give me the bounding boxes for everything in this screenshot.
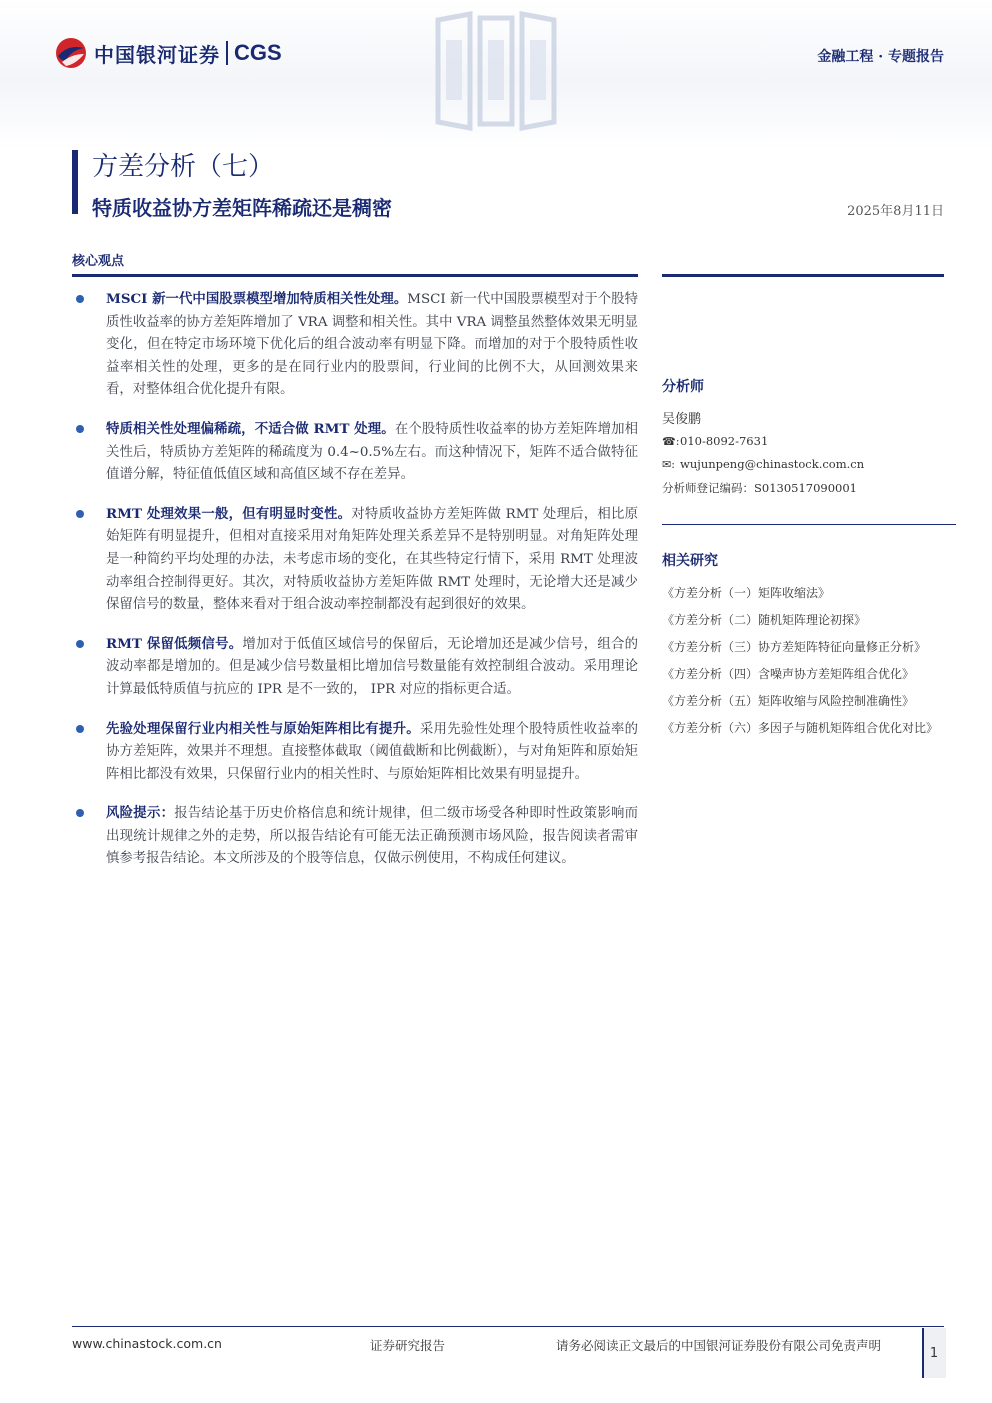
bullet-icon	[76, 809, 84, 817]
analyst-phone-row	[662, 434, 768, 448]
list-item	[72, 802, 638, 871]
point-heading: RMT 保留低频信号。	[106, 635, 243, 652]
bullet-icon	[76, 510, 84, 518]
bullet-icon	[76, 425, 84, 433]
company-logo	[54, 36, 282, 70]
footer-disclaimer: 请务必阅读正文最后的中国银河证券股份有限公司免责声明	[556, 1338, 882, 1353]
related-item[interactable]: 《方差分析（一）矩阵收缩法》	[662, 586, 831, 600]
footer-divider	[72, 1326, 944, 1327]
point-heading: 风险提示：	[106, 805, 175, 822]
footer-report-type: 证券研究报告	[370, 1338, 446, 1353]
email-icon: ✉:	[662, 457, 675, 471]
analyst-cert-row	[662, 480, 857, 496]
core-views-label: 核心观点	[72, 254, 125, 269]
analyst-email[interactable]: wujunpeng@chinastock.com.cn	[680, 457, 865, 471]
related-item[interactable]: 《方差分析（四）含噪声协方差矩阵组合优化》	[662, 667, 915, 681]
core-divider	[72, 274, 638, 277]
page-number: 1	[929, 1346, 939, 1361]
list-item	[72, 633, 638, 702]
list-item	[72, 418, 638, 487]
point-text: 采用先验性处理个股特质性收益率的协方差矩阵，效果并不理想。直接整体截取（阈值截断和比例截断），与对角矩阵和原始矩阵相比都没有效果，只保留行业内的相关性时、与原始矩阵相比效果有明显提升。	[106, 721, 639, 782]
bullet-icon	[76, 295, 84, 303]
bullet-icon	[76, 725, 84, 733]
point-heading: RMT 处理效果一般，但有明显时变性。	[106, 505, 352, 522]
report-date: 2025年8月11日	[847, 204, 944, 219]
title-accent-bar	[72, 150, 78, 214]
logo-text-en: CGS	[234, 40, 282, 65]
bullet-icon	[76, 640, 84, 648]
cgs-logo-icon	[54, 36, 88, 70]
logo-divider	[226, 41, 228, 65]
related-research-label: 相关研究	[662, 553, 718, 569]
related-item[interactable]: 《方差分析（六）多因子与随机矩阵组合优化对比》	[662, 721, 939, 735]
point-text: MSCI 新一代中国股票模型对于个股特质性收益率的协方差矩阵增加了 VRA 调整和相关性。其中 VRA 调整虽然整体效果无明显变化，但在特定市场环境下优化后的组合波动率有明显下降。而增加的对于个股特质性收益率相关性的处理，更多的是在同行业内的股票间，行业间的比例不大，从回测效果来看，对整体组合优化提升有限。	[106, 292, 638, 398]
list-item	[72, 288, 638, 402]
analyst-phone: 010-8092-7631	[680, 434, 769, 448]
point-text: 对特质收益协方差矩阵做 RMT 处理后，相比原始矩阵有明显提升，但相对直接采用对角矩阵处理关系差异不是特别明显。对角矩阵处理是一种简约平均处理的办法，未考虑市场的变化，在其些特定行情下，采用 RMT 处理波动率组合控制得更好。其次，对特质收益协方差矩阵做 RMT 处理时，无论增大还是减少保留信号的数量，整体来看对于组合波动率控制都没有起到很好的效果。	[106, 506, 638, 613]
point-heading: MSCI 新一代中国股票模型增加特质相关性处理。	[106, 291, 408, 307]
phone-icon: ☎:	[662, 434, 680, 448]
point-text: 增加对于低值区域信号的保留后，无论增加还是减少信号，组合的波动率都是增加的。但是减少信号数量相比增加信号数量能有效控制组合波动。采用理论计算最低特质值与抗应的 IPR 是不一致的， IPR 对应的指标更合适。	[106, 636, 639, 697]
logo-text-cn: 中国银河证券	[94, 42, 220, 67]
analyst-name: 吴俊鹏	[662, 412, 702, 427]
point-heading: 先验处理保留行业内相关性与原始矩阵相比有提升。	[106, 720, 420, 737]
cgs-watermark-icon	[432, 10, 560, 132]
report-series: 方差分析（七）	[92, 152, 275, 182]
analyst-cert: 分析师登记编码：S0130517090001	[662, 481, 857, 495]
report-category: 金融工程 · 专题报告	[817, 49, 944, 65]
footer-url[interactable]: www.chinastock.com.cn	[72, 1336, 222, 1351]
related-item[interactable]: 《方差分析（五）矩阵收缩与风险控制准确性》	[662, 694, 915, 708]
core-points-list	[72, 288, 638, 887]
sidebar-divider-top	[662, 274, 944, 277]
point-text: 在个股特质性收益率的协方差矩阵增加相关性后，特质协方差矩阵的稀疏度为 0.4~0.5%左右。而这种情况下，矩阵不适合做特征值谱分解，特征值低值区域和高值区域不存在差异。	[106, 421, 638, 483]
point-heading: 特质相关性处理偏稀疏，不适合做 RMT 处理。	[106, 420, 395, 437]
analyst-label: 分析师	[662, 379, 704, 395]
sidebar-divider-mid	[662, 524, 956, 525]
related-item[interactable]: 《方差分析（二）随机矩阵理论初探》	[662, 613, 867, 627]
report-title: 特质收益协方差矩阵稀疏还是稠密	[92, 196, 392, 220]
list-item	[72, 718, 638, 787]
point-text: 报告结论基于历史价格信息和统计规律，但二级市场受各种即时性政策影响而出现统计规律之外的走势，所以报告结论有可能无法正确预测市场风险，报告阅读者需审慎参考报告结论。本文所涉及的个股等信息，仅做示例使用，不构成任何建议。	[106, 806, 639, 867]
list-item	[72, 503, 638, 617]
analyst-email-row	[662, 457, 864, 471]
related-research-list	[662, 580, 962, 742]
related-item[interactable]: 《方差分析（三）协方差矩阵特征向量修正分析》	[662, 640, 927, 654]
